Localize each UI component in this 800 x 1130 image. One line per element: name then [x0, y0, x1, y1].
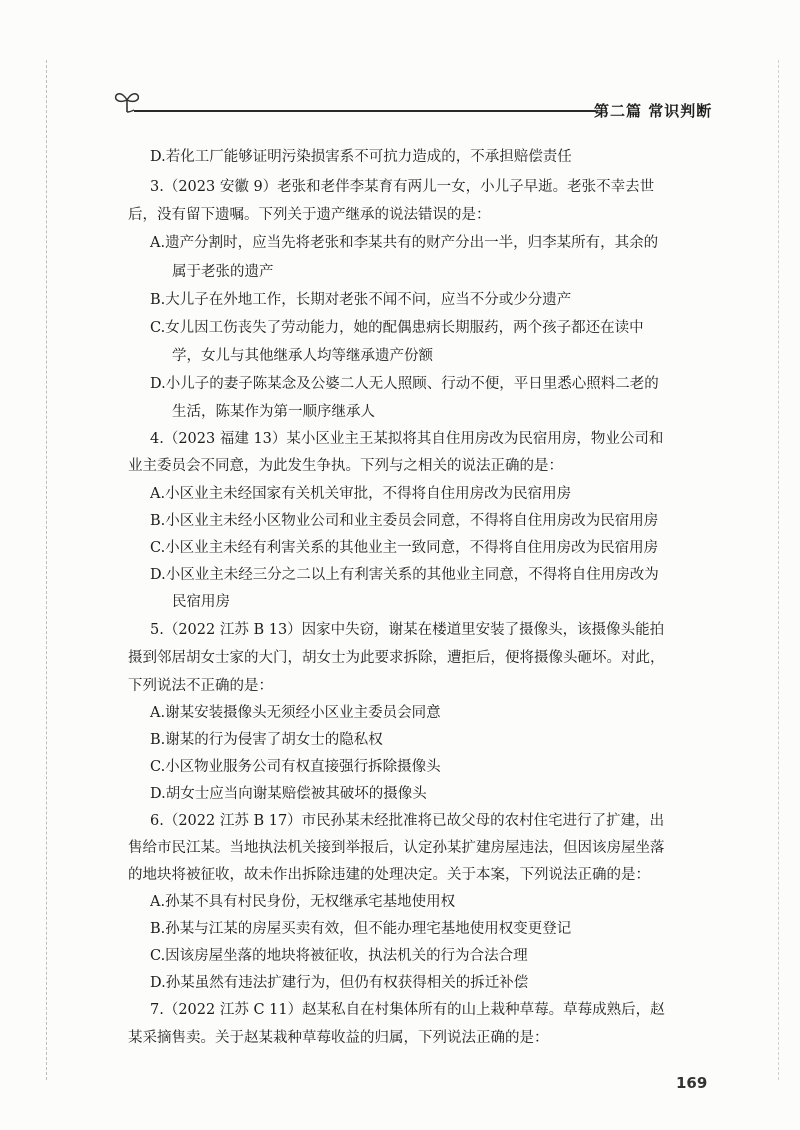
- option-a: A.孙某不具有村民身份，无权继承宅基地使用权: [150, 894, 456, 910]
- option-a: A.谢某安装摄像头无须经小区业主委员会同意: [150, 705, 441, 721]
- option-c: C.女儿因工伤丧失了劳动能力，她的配偶患病长期服药，两个孩子都还在读中: [150, 320, 644, 336]
- option-d-cont: 民宿用房: [172, 594, 230, 610]
- option-a: A.小区业主未经国家有关机关审批，不得将自住用房改为民宿用房: [150, 486, 572, 502]
- option-b: B.谢某的行为侵害了胡女士的隐私权: [150, 732, 383, 748]
- option-c: C.因该房屋坐落的地块将被征收，执法机关的行为合法合理: [150, 948, 528, 964]
- question-6-stem-cont: 售给市民江某。当地执法机关接到举报后，认定孙某扩建房屋违法，但因该房屋坐落: [128, 840, 665, 856]
- option-d: D.胡女士应当向谢某赔偿被其破坏的摄像头: [150, 786, 427, 802]
- option-c: C.小区业主未经有利害关系的其他业主一致同意，不得将自住用房改为民宿用房: [150, 540, 659, 556]
- question-7-stem: 7.（2022 江苏 C 11）赵某私自在村集体所有的山上栽种草莓。草莓成熟后，赵: [150, 1002, 665, 1018]
- question-3-stem: 3.（2023 安徽 9）老张和老伴李某育有两儿一女，小儿子早逝。老张不幸去世: [150, 179, 655, 195]
- text-line: D.若化工厂能够证明污染损害系不可抗力造成的，不承担赔偿责任: [150, 149, 572, 165]
- question-6-stem: 6.（2022 江苏 B 17）市民孙某未经批准将已故父母的农村住宅进行了扩建，出: [150, 813, 665, 829]
- option-c: C.小区物业服务公司有权直接强行拆除摄像头: [150, 759, 441, 775]
- section-title: 第二篇 常识判断: [594, 102, 713, 120]
- question-5-stem: 5.（2022 江苏 B 13）因家中失窃，谢某在楼道里安装了摄像头，该摄像头能拍: [150, 622, 665, 638]
- option-d: D.孙某虽然有违法扩建行为，但仍有权获得相关的拆迁补偿: [150, 975, 529, 991]
- option-d: D.小区业主未经三分之二以上有利害关系的其他业主同意，不得将自住用房改为: [150, 567, 659, 583]
- question-5-stem-cont: 摄到邻居胡女士家的大门，胡女士为此要求拆除，遭拒后，便将摄像头砸坏。对此，: [128, 650, 665, 666]
- option-a-cont: 属于老张的遗产: [172, 264, 274, 280]
- option-a: A.遗产分割时，应当先将老张和李某共有的财产分出一半，归李某所有，其余的: [150, 235, 659, 251]
- left-margin-guide: [46, 60, 47, 1080]
- option-b: B.孙某与江某的房屋买卖有效，但不能办理宅基地使用权变更登记: [150, 921, 572, 937]
- right-margin-guide: [778, 60, 779, 1080]
- question-4-stem-cont: 业主委员会不同意，为此发生争执。下列与之相关的说法正确的是：: [128, 458, 563, 474]
- question-3-stem-cont: 后，没有留下遗嘱。下列关于遗产继承的说法错误的是：: [128, 207, 491, 223]
- header-rule: [134, 110, 596, 112]
- page-header: [112, 88, 712, 128]
- question-6-stem-cont: 的地块将被征收，故未作出拆除违建的处理决定。关于本案，下列说法正确的是：: [128, 867, 650, 883]
- option-b: B.大儿子在外地工作，长期对老张不闻不问，应当不分或少分遗产: [150, 292, 572, 308]
- question-4-stem: 4.（2023 福建 13）某小区业主王某拟将其自住用房改为民宿用房，物业公司和: [150, 431, 664, 447]
- option-d-cont: 生活，陈某作为第一顺序继承人: [172, 404, 375, 420]
- option-d: D.小儿子的妻子陈某念及公婆二人无人照顾、行动不便，平日里悉心照料二老的: [150, 376, 659, 392]
- question-7-stem-cont: 某采摘售卖。关于赵某栽种草莓收益的归属，下列说法正确的是：: [128, 1030, 549, 1046]
- option-b: B.小区业主未经小区物业公司和业主委员会同意，不得将自住用房改为民宿用房: [150, 513, 659, 529]
- question-5-stem-cont: 下列说法不正确的是：: [128, 678, 273, 694]
- page-number: 169: [676, 1074, 708, 1092]
- option-c-cont: 学，女儿与其他继承人均等继承遗产份额: [172, 348, 433, 364]
